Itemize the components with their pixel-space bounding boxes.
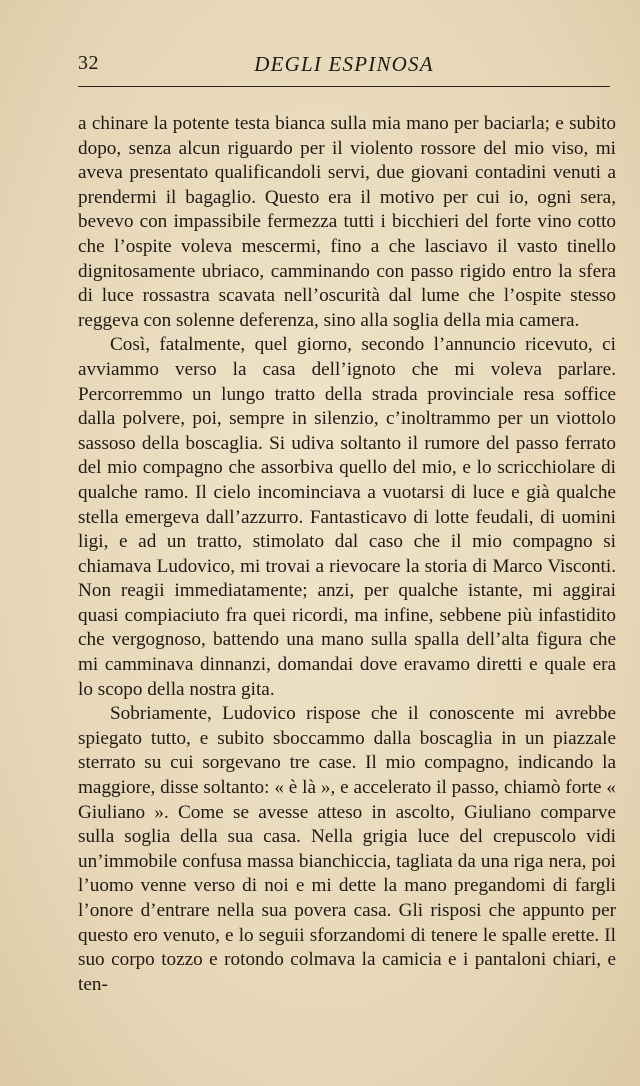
paragraph: Così, fatalmente, quel giorno, secondo l’annuncio ricevuto, ci avviammo verso la casa dell’ignoto che mi voleva parlare. Percorremmo un lungo tratto della strada provinciale resa soffice dalla polvere, poi, sempre in silenzio, c’inoltrammo per un viottolo sassoso della boscaglia. Si udiva soltanto il rumore del passo ferrato del mio compagno che assorbiva quello del mio, e lo scricchiolare di qualche ramo. Il cielo incominciava a vuotarsi di luce e già qualche stella emergeva dall’azzurro. Fantasticavo di lotte feudali, di uomini ligi, e ad un tratto, stimolato dal caso che il mio compagno si chiamava Ludovico, mi trovai a rievocare la storia di Marco Visconti. Non reagii immediatamente; anzi, per qualche istante, mi aggirai quasi compiaciuto fra quei ricordi, ma infine, sebbene più infastidito che vergognoso, battendo una mano sulla spalla dell’alta figura che mi camminava dinnanzi, domandai dove eravamo diretti e quale era lo scopo della nostra gita. — [78, 334, 616, 700]
body-text — [78, 112, 616, 997]
paragraph: Sobriamente, Ludovico rispose che il conoscente mi avrebbe spiegato tutto, e subito sboccammo dalla boscaglia in un piazzale sterrato su cui sorgevano tre case. Il mio compagno, indicando la maggiore, disse soltanto: « è là », e accelerato il passo, chiamò forte « Giuliano ». Come se avesse atteso in ascolto, Giuliano comparve sulla soglia della sua casa. Nella grigia luce del crepuscolo vidi un’immobile confusa massa bianchiccia, tagliata da una riga nera, poi l’uomo venne verso di noi e mi dette la mano pregandomi di fargli l’onore d’entrare nella sua povera casa. Gli risposi che appunto per questo ero venuto, e lo seguii sforzandomi di tenere le spalle erette. Il suo corpo tozzo e rotondo colmava la camicia e i pantaloni chiari, e ten- — [78, 703, 616, 995]
header-rule — [78, 86, 610, 87]
paragraph: a chinare la potente testa bianca sulla mia mano per baciarla; e subito dopo, senza alcun riguardo per il violento rossore del mio viso, mi aveva presentato qualificandoli servi, due giovani contadini venuti a prendermi il bagaglio. Questo era il motivo per cui io, ogni sera, bevevo con impassibile fermezza tutti i bicchieri del forte vino cotto che l’ospite voleva mescermi, fino a che lasciavo il vasto tinello dignitosamente ubriaco, camminando con passo rigido entro la sfera di luce rossastra scavata nell’oscurità dal lume che l’ospite stesso reggeva con solenne deferenza, sino alla soglia della mia camera. — [78, 113, 616, 331]
page-header — [78, 48, 610, 82]
running-title: DEGLI ESPINOSA — [254, 52, 434, 76]
page-number: 32 — [78, 52, 99, 74]
